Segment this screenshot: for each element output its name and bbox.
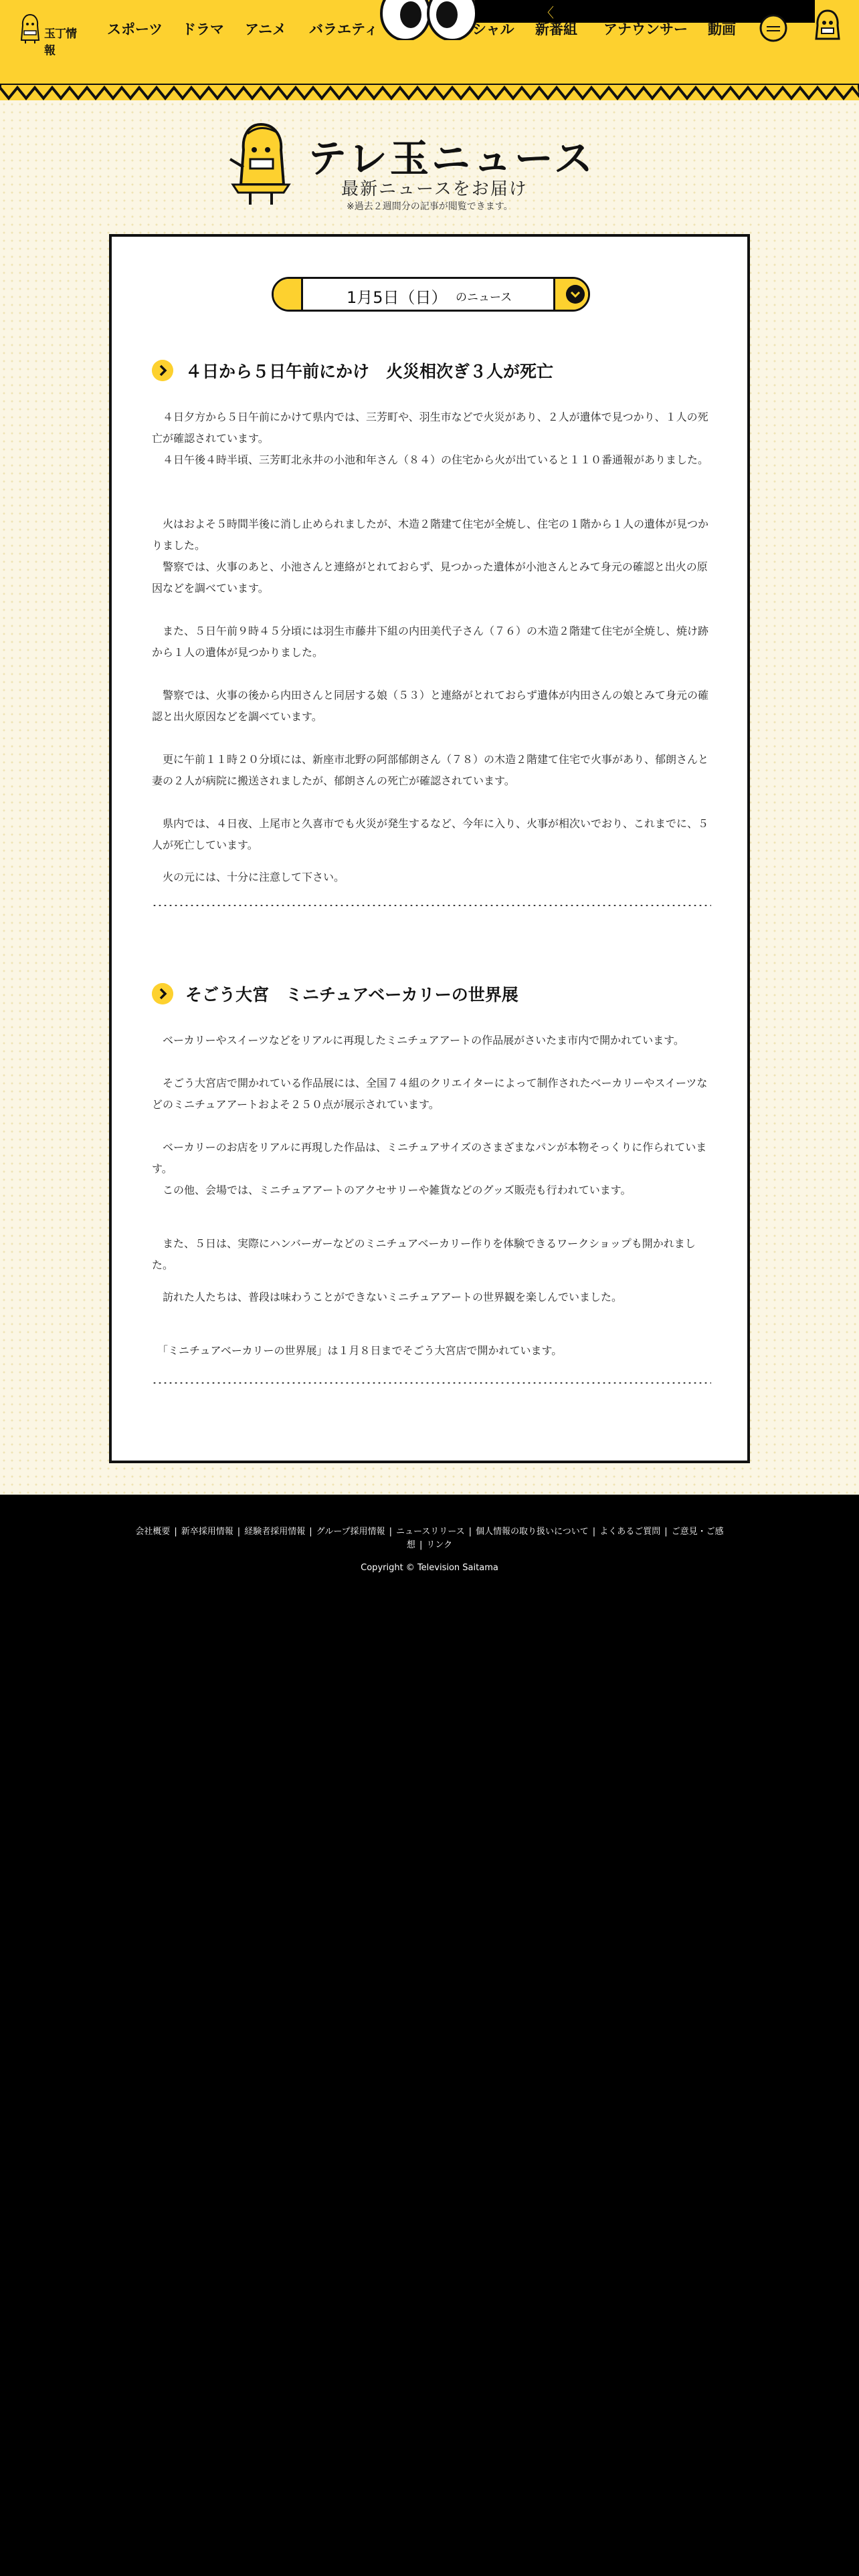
footer-link[interactable]: 会社概要 — [135, 1527, 171, 1537]
mascot-logo-icon — [20, 13, 40, 44]
page-title: テレ玉ニュース — [308, 136, 595, 181]
date-selector[interactable] — [272, 277, 590, 312]
footer-link[interactable]: 新卒採用情報 — [181, 1527, 233, 1537]
article-paragraph: 「ミニチュアベーカリーの世界展」は１月８日までそごう大宮店で開かれています。 — [152, 1344, 563, 1357]
footer-separator: | — [237, 1527, 241, 1537]
nav-video[interactable]: 動画 — [708, 21, 736, 37]
article-paragraph: 更に午前１１時２０分頃には、新座市北野の阿部郁朗さん（７８）の木造２階建て住宅で火事があり、郁朗さんと妻の２人が病院に搬送されましたが、郁朗さんの死亡が確認されています。 — [152, 753, 709, 787]
footer-link[interactable]: リンク — [426, 1540, 453, 1550]
article-paragraph: 訪れた人たちは、普段は味わうことができないミニチュアアートの世界観を楽しんでいました。 — [152, 1291, 623, 1303]
footer-separator: | — [309, 1527, 312, 1537]
article-title-text: そごう大宮 ミニチュアベーカリーの世界展 — [185, 985, 518, 1004]
site-footer — [0, 1495, 859, 2576]
site-logo[interactable] — [19, 9, 86, 58]
search-circle-icon[interactable] — [759, 13, 788, 43]
footer-separator: | — [664, 1527, 668, 1537]
news-card — [109, 234, 750, 1463]
article-paragraph: ベーカリーのお店をリアルに再現した作品は、ミニチュアサイズのさまざまなパンが本物そっくりに作られています。 — [152, 1141, 707, 1175]
footer-link[interactable]: ニュースリリース — [395, 1527, 465, 1537]
article-paragraph: また、５日午前９時４５分頃には羽生市藤井下組の内田美代子さん（７６）の木造２階建て住宅が全焼し、焼け跡から１人の遺体が見つかりました。 — [152, 625, 709, 659]
date-suffix: のニュース — [456, 291, 512, 304]
nav-announcer[interactable]: アナウンサー — [603, 21, 688, 37]
nav-sports[interactable]: スポーツ — [107, 21, 163, 37]
selected-date: 1月5日（日） — [347, 288, 448, 307]
footer-separator: | — [174, 1527, 177, 1537]
nav-variety[interactable]: バラエティ — [309, 21, 379, 37]
article-paragraph: ベーカリーやスイーツなどをリアルに再現したミニチュアアートの作品展がさいたま市内で開かれています。 — [152, 1034, 684, 1047]
footer-link[interactable]: 経験者採用情報 — [244, 1527, 306, 1537]
nav-special[interactable]: シャル — [472, 21, 514, 37]
article-paragraph: 警察では、火事のあと、小池さんと連絡がとれておらず、見つかった遺体が小池さんとみて身元の確認と出火の原因などを調べています。 — [152, 560, 708, 595]
footer-link[interactable]: ご意見・ご感想 — [406, 1527, 724, 1550]
footer-separator: | — [389, 1527, 392, 1537]
main-content — [0, 100, 859, 1495]
article-paragraph: 火はおよそ５時間半後に消し止められましたが、木造２階建て住宅が全焼し、住宅の１階から１人の遺体が見つかりました。 — [152, 518, 709, 552]
carousel-prev-button[interactable]: 〈 — [541, 5, 554, 21]
chevron-right-icon — [152, 360, 173, 381]
article-paragraph: また、５日は、実際にハンバーガーなどのミニチュアベーカリー作りを体験できるワークショップも開かれました。 — [152, 1237, 696, 1271]
mascot-news-icon — [227, 120, 292, 207]
site-header — [0, 0, 859, 100]
article-title-text: ４日から５日午前にかけ 火災相次ぎ３人が死亡 — [185, 362, 554, 381]
page-subtitle: 最新ニュースをお届け — [341, 179, 528, 199]
article-title[interactable] — [152, 980, 714, 1007]
dotted-divider — [152, 1382, 711, 1384]
dotted-divider — [152, 904, 711, 907]
article-paragraph: そごう大宮店で開かれている作品展には、全国７４組のクリエイターによって制作されたベーカリーやスイーツなどのミニチュアアートおよそ２５０点が展示されています。 — [152, 1077, 708, 1111]
nav-new-programs[interactable]: 新番組 — [535, 21, 577, 37]
footer-separator: | — [419, 1540, 423, 1550]
article-paragraph: ４日午後４時半頃、三芳町北永井の小池和年さん（８４）の住宅から火が出ていると１１０番通報がありました。 — [152, 453, 709, 466]
footer-separator: | — [468, 1527, 472, 1537]
footer-separator: | — [592, 1527, 596, 1537]
pencil-cap-left — [274, 279, 303, 312]
header-zigzag-edge — [0, 84, 859, 102]
mascot-round-icon[interactable] — [811, 8, 844, 44]
article-title[interactable] — [152, 357, 714, 384]
eyes-mascot-icon — [379, 0, 479, 40]
logo-text: 玉丁情報 — [44, 27, 76, 58]
nav-anime[interactable]: アニメ — [245, 21, 286, 37]
page-header — [227, 120, 642, 221]
copyright: Copyright © Television Saitama — [361, 1563, 498, 1573]
page-note: ※過去２週間分の記事が閲覧できます。 — [347, 201, 513, 212]
article-paragraph: 火の元には、十分に注意して下さい。 — [152, 871, 345, 883]
footer-link[interactable]: 個人情報の取り扱いについて — [476, 1527, 589, 1537]
footer-links — [127, 1525, 732, 1552]
footer-link[interactable]: グループ採用情報 — [316, 1527, 385, 1537]
article-paragraph: この他、会場では、ミニチュアアートのアクセサリーや雑貨などのグッズ販売も行われています。 — [152, 1184, 632, 1196]
article-paragraph: 県内では、４日夜、上尾市と久喜市でも火災が発生するなど、今年に入り、火事が相次いでおり、これまでに、５人が死亡しています。 — [152, 817, 709, 851]
footer-link[interactable]: よくあるご質問 — [599, 1527, 661, 1537]
article-paragraph: 警察では、火事の後から内田さんと同居する娘（５３）と連絡がとれておらず遺体が内田さんの娘とみて身元の確認と出火原因などを調べています。 — [152, 689, 709, 723]
chevron-right-icon — [152, 983, 173, 1004]
nav-drama[interactable]: ドラマ — [182, 21, 224, 37]
chevron-down-icon[interactable] — [566, 285, 585, 304]
article-paragraph: ４日夕方から５日午前にかけて県内では、三芳町や、羽生市などで火災があり、２人が遺体で見つかり、１人の死亡が確認されています。 — [152, 411, 708, 445]
